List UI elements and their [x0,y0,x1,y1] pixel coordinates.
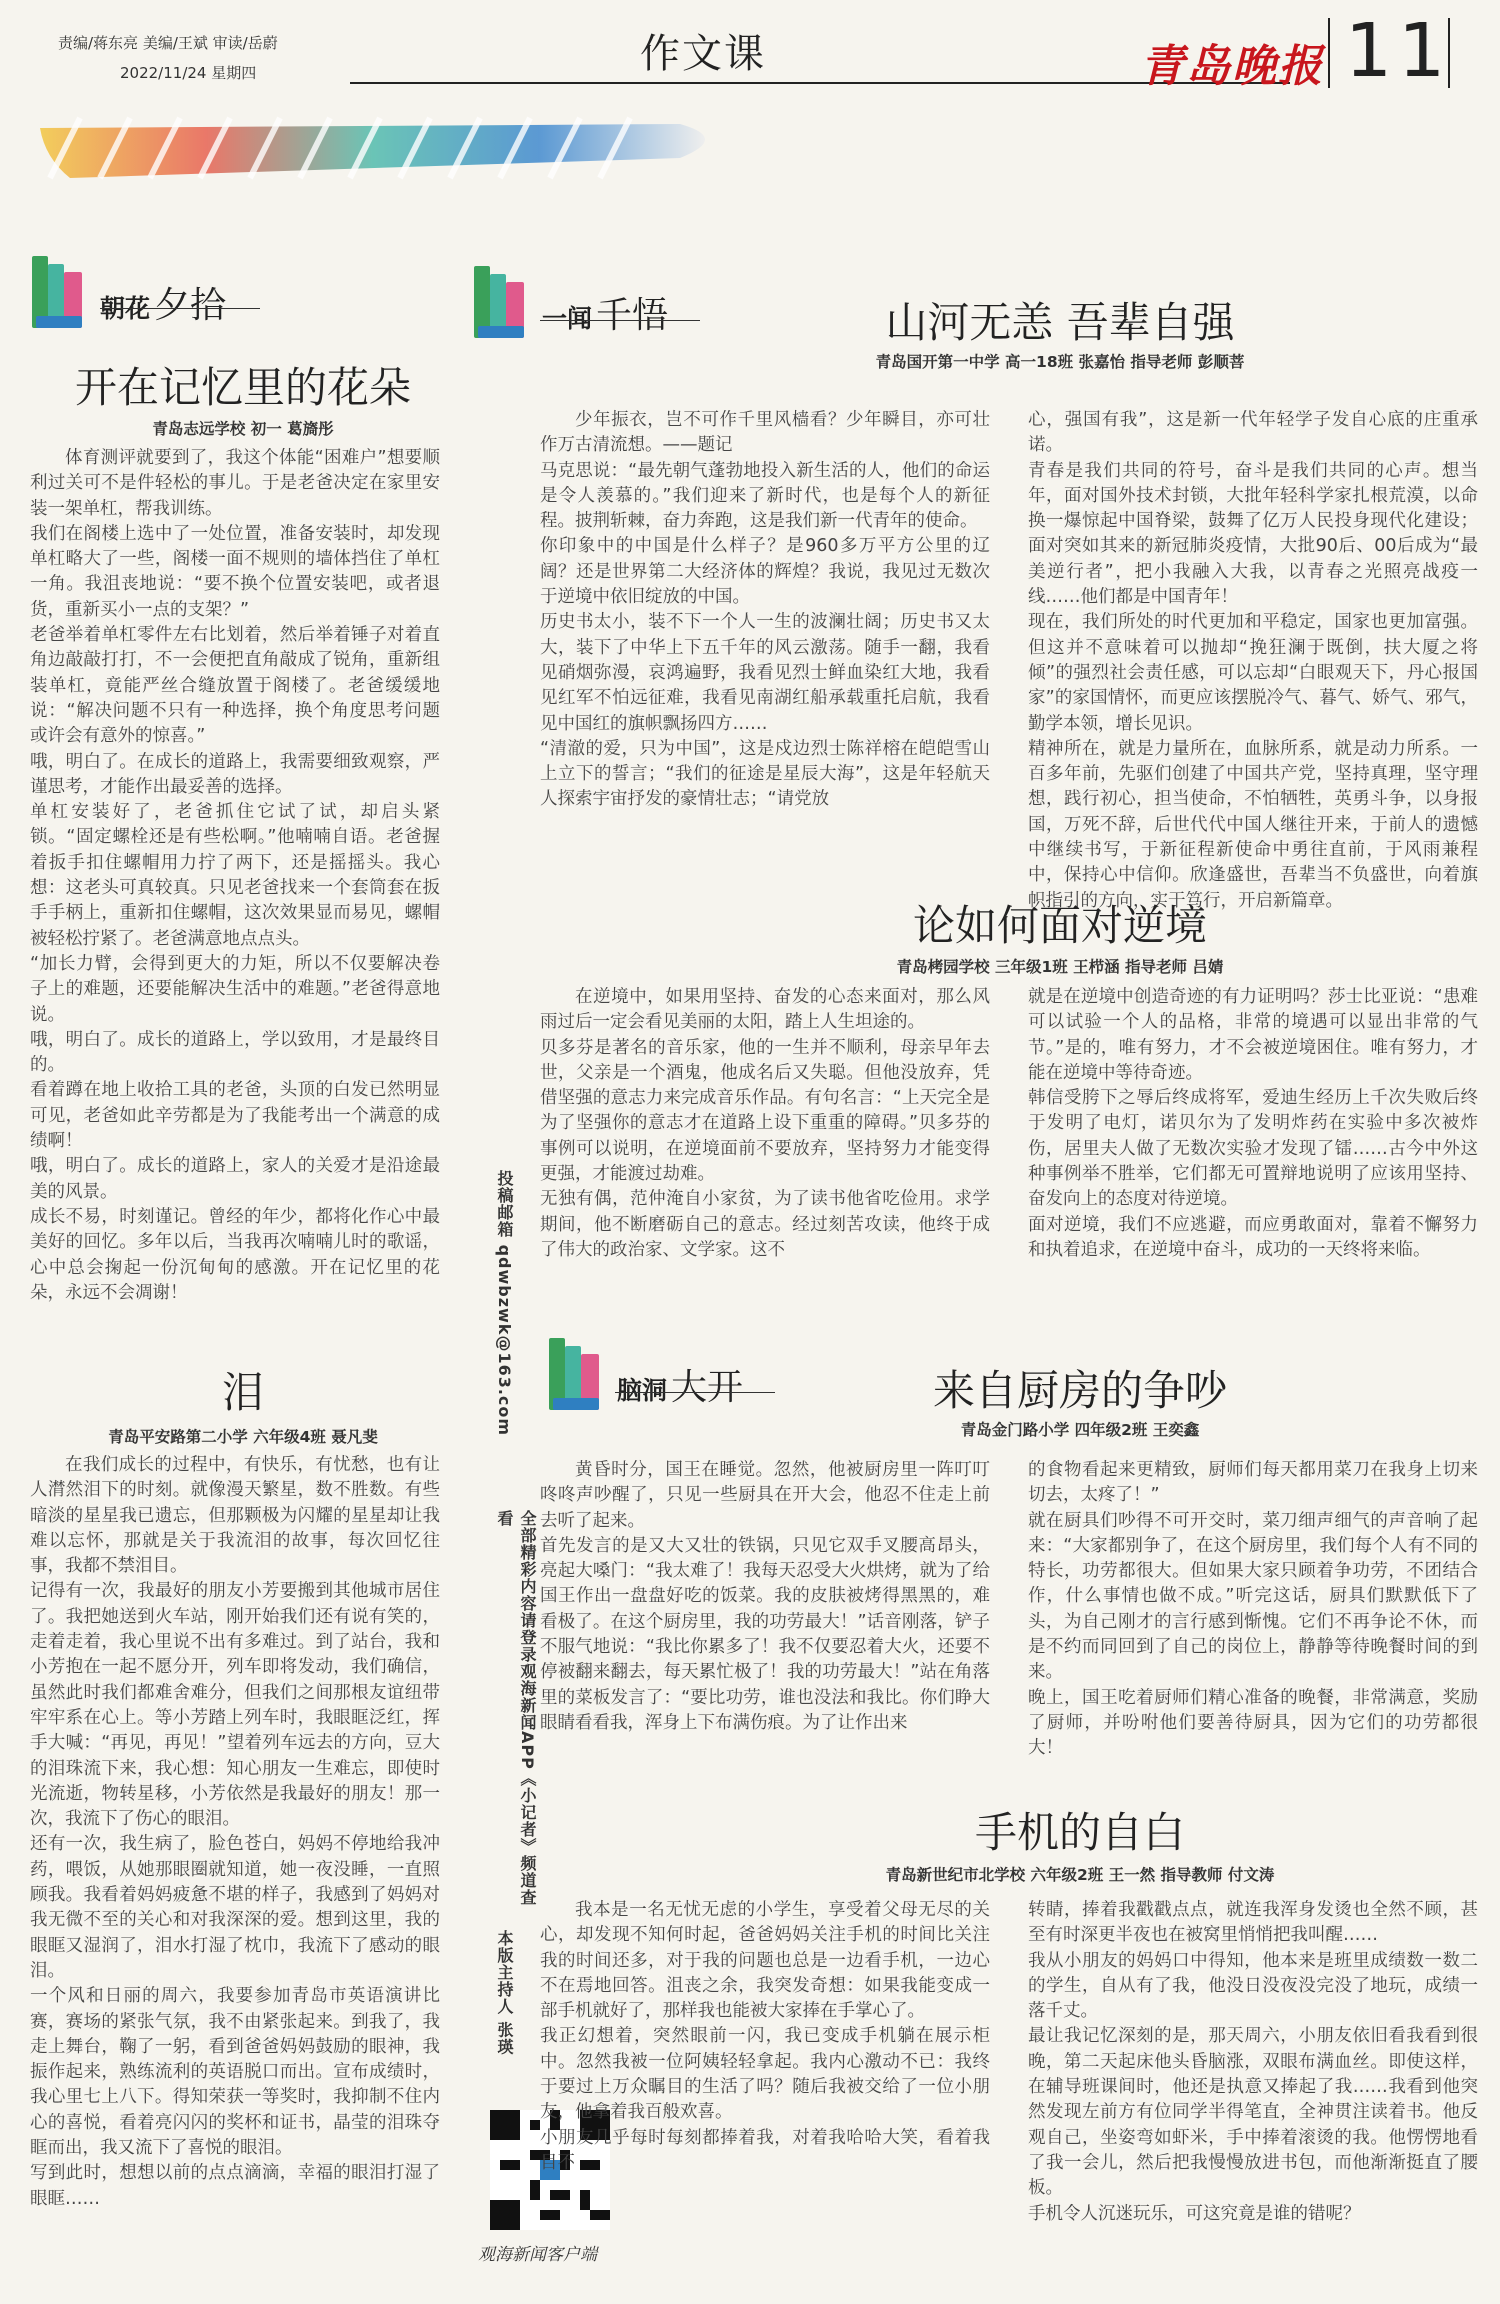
column-rule-3 [615,1392,775,1393]
article-body-4-right: 就是在逆境中创造奇迹的有力证明吗？莎士比亚说：“患难可以试验一个人的品格，非常的境遇可以显出非常的气节。”是的，唯有努力，才不会被逆境困住。唯有努力，才能在逆境中等待奇迹。 韩信受胯下之辱后终成将军，爱迪生经历上千次失败后终于发明了电灯，诺贝尔为了发明炸药在实验中多次被炸伤，居里夫人做了无数次实验才发现了镭……古今中外这种事例举不胜举，它们都无可置辩地说明了应该用坚持、奋发向上的态度对待逆境。 面对逆境，我们不应逃避，而应勇敢面对，靠着不懈努力和执着追求，在逆境中奋斗，成功的一天终将来临。 [1028,987,1478,1260]
article-author-5: 青岛金门路小学 四年级2班 王奕鑫 [960,1421,1200,1439]
column-header-1 [28,248,226,328]
article-author-4: 青岛栲园学校 三年级1班 王栉涵 指导老师 吕婧 [896,958,1224,976]
section-title: 作文课 [640,31,766,77]
column-name-3: 脑洞 大开 [617,1367,744,1408]
newspaper-logo: 青岛晚报 [1140,41,1324,92]
books-icon [470,258,540,338]
column-name-2: 一闻 千悟 [542,295,669,336]
books-icon [545,1330,615,1410]
column-name-1: 朝花 夕拾 [100,285,227,326]
column-header-2 [470,258,668,338]
article-body-1: 体育测评就要到了，我这个体能“困难户”想要顺利过关可不是件轻松的事儿。于是老爸决定在家里安装一架单杠，帮我训练。 我们在阁楼上选中了一处位置，准备安装时，却发现单杠略大了一些，阁楼一面不规则的墙体挡住了单杠一角。我沮丧地说：“要不换个位置安装吧，或者退货，重新买小一点的支架？” 老爸举着单杠零件左右比划着，然后举着锤子对着直角边敲敲打打，不一会便把直角敲成了锐角，重新组装单杠，竟能严丝合缝放置于阁楼了。老爸缓缓地说：“解决问题不只有一种选择，换个角度思考问题或许会有意外的惊喜。” 哦，明白了。在成长的道路上，我需要细致观察，严谨思考，才能作出最妥善的选择。 单杠安装好了，老爸抓住它试了试，却启头紧锁。“固定螺栓还是有些松啊。”他喃喃自语。老爸握着扳手扣住螺帽用力拧了两下，还是摇摇头。我心想：这老头可真较真。只见老爸找来一个套筒套在扳手手柄上，重新扣住螺帽，这次效果显而易见，螺帽被轻松拧紧了。老爸满意地点点头。 “加长力臂，会得到更大的力矩，所以不仅要解决卷子上的难题，还要能解决生活中的难题。”老爸得意地说。 哦，明白了。成长的道路上，学以致用，才是最终目的。 看着蹲在地上收拾工具的老爸，头顶的白发已然明显可见，老爸如此辛劳都是为了我能考出一个满意的成绩啊！ 哦，明白了。成长的道路上，家人的关爱才是沿途最美的风景。 成长不易，时刻谨记。曾经的年少，都将化作心中最美好的回忆。多年以后，当我再次喃喃儿时的歌谣，心中总会掬起一份沉甸甸的感激。开在记忆里的花朵，永远不会凋谢！ [30,448,440,1303]
article-body-6-right: 转睛，捧着我戳戳点点，就连我浑身发烫也全然不顾，甚至有时深更半夜也在被窝里悄悄把我叫醒…… 我从小朋友的妈妈口中得知，他本来是班里成绩数一数二的学生，自从有了我，他没日没夜没完没了地玩，成绩一落千丈。 最让我记忆深刻的是，那天周六，小朋友依旧看我看到很晚，第二天起床他头昏脑涨，双眼布满血丝。即使这样，在辅导班课间时，他还是执意又捧起了我……我看到他突然发现左前方有位同学半得笔直，全神贯注读着书。他反观自己，坐姿弯如虾米，手中捧着滚烫的我。他愣愣地看了我一会儿，然后把我慢慢放进书包，而他渐渐挺直了腰板。 手机令人沉迷玩乐，可这究竟是谁的错呢？ [1028,1900,1478,2224]
article-author-3: 青岛国开第一中学 高一18班 张嘉怡 指导老师 彭顺菩 [875,353,1245,371]
article-body-4-left: 在逆境中，如果用坚持、奋发的心态来面对，那么风雨过后一定会看见美丽的太阳，踏上人生坦途的。 贝多芬是著名的音乐家，他的一生并不顺利，母亲早年去世，父亲是一个酒鬼，他成名后又失聪。但他没放弃，凭借坚强的意志力来完成音乐作品。有句名言：“上天完全是为了坚强你的意志才在道路上设下重重的障碍。”贝多芬的事例可以说明，在逆境面前不要放弃，坚持努力才能变得更强，才能渡过劫难。 无独有偶，范仲淹自小家贫，为了读书他省吃俭用。求学期间，他不断磨砺自己的意志。经过刻苦攻读，他终于成了伟大的政治家、文学家。这不 [540,987,990,1260]
article-author-6: 青岛新世纪市北学校 六年级2班 王一然 指导教师 付文涛 [885,1866,1275,1884]
column-rule-1 [100,308,260,309]
article-body-5-right: 的食物看起来更精致，厨师们每天都用菜刀在我身上切来切去，太疼了！” 就在厨具们吵得不可开交时，菜刀细声细气的声音响了起来：“大家都别争了，在这个厨房里，我们每个人有不同的特长，功劳都很大。但如果大家只顾着争功劳，不团结合作，什么事情也做不成。”听完这话，厨具们默默低下了头，为自己刚才的言行感到惭愧。它们不再争论不休，而是不约而同回到了自己的岗位上，静静等待晚餐时间的到来。 晚上，国王吃着厨师们精心准备的晚餐，非常满意，奖励了厨师，并吩咐他们要善待厨具，因为它们的功劳都很大！ [1028,1460,1478,1759]
article-body-5-left: 黄昏时分，国王在睡觉。忽然，他被厨房里一阵叮叮咚咚声吵醒了，只见一些厨具在开大会，他忍不住走上前去听了起来。 首先发言的是又大又壮的铁锅，只见它双手叉腰高昂头，亮起大嗓门：“我太难了！我每天忍受大火烘烤，就为了给国王作出一盘盘好吃的饭菜。我的皮肤被烤得黑黑的，难看极了。在这个厨房里，我的功劳最大！”话音刚落，铲子不服气地说：“我比你累多了！我不仅要忍着大火，还要不停被翻来翻去，每天累忙极了！我的功劳最大！”站在角落里的菜板发言了：“要比功劳，谁也没法和我比。你们睁大眼睛看看我，浑身上下布满伤痕。为了让作出来 [540,1460,990,1733]
article-body-6-left: 我本是一名无忧无虑的小学生，享受着父母无尽的关心，却发现不知何时起，爸爸妈妈关注手机的时间比关注我的时间还多，对于我的问题也总是一边看手机，一边心不在焉地回答。沮丧之余，我突发奇想：如果我能变成一部手机就好了，那样我也能被大家捧在手掌心了。 我正幻想着，突然眼前一闪，我已变成手机躺在展示柜中。忽然我被一位阿姨轻轻拿起。我内心激动不已：我终于要过上万众瞩目的生活了吗？随后我被交给了一位小朋友，他拿着我百般欢喜。 小朋友几乎每时每刻都捧着我，对着我哈哈大笑，看着我目不 [540,1900,990,2173]
column-header-3 [545,1330,743,1410]
header-divider-right [1448,18,1450,88]
article-author-2: 青岛平安路第二小学 六年级4班 聂凡斐 [108,1428,378,1446]
column-rule-2 [540,320,700,321]
brush-banner [40,118,740,188]
header-divider [1328,18,1330,88]
article-title-2: 泪 [221,1368,264,1417]
article-body-3-left: 少年振衣，岂不可作千里风樯看？少年瞬目，亦可壮作万古清流想。——题记 马克思说：“最先朝气蓬勃地投入新生活的人，他们的命运是令人羡慕的。”我们迎来了新时代，也是每个人的新征程。披荆斩棘，奋力奔跑，这是我们新一代青年的使命。 你印象中的中国是什么样子？是960多万平方公里的辽阔？还是世界第二大经济体的辉煌？我说，我见过无数次于逆境中依旧绽放的中国。 历史书太小，装不下一个人一生的波澜壮阔；历史书又太大，装下了中华上下五千年的风云激荡。随手一翻，我看见硝烟弥漫，哀鸿遍野，我看见烈士鲜血染红大地，我看见红军不怕远征难，我看见南湖红船承载重托启航，我看见中国红的旗帜飘扬四方…… “清澈的爱，只为中国”，这是戍边烈士陈祥榕在皑皑雪山上立下的誓言；“我们的征途是星辰大海”，这是年轻航天人探索宇宙抒发的豪情壮志；“请党放 [540,410,990,810]
qr-label: 观海新闻客户端 [478,2245,597,2265]
article-author-1: 青岛志远学校 初一 葛旖彤 [152,420,334,438]
article-title-5: 来自厨房的争吵 [932,1366,1227,1415]
article-title-3: 山河无恙 吾辈自强 [885,298,1235,347]
article-title-1: 开在记忆里的花朵 [74,363,411,412]
editors: 责编/蒋东亮 美编/王斌 审读/岳蔚 [58,34,278,52]
books-icon [28,248,98,328]
article-body-2: 在我们成长的过程中，有快乐，有忧愁，也有让人潸然泪下的时刻。就像漫天繁星，数不胜数。有些暗淡的星星我已遗忘，但那颗极为闪耀的星星却让我难以忘怀，那就是关于我流泪的故事，每次回忆往事，我都不禁泪目。 记得有一次，我最好的朋友小芳要搬到其他城市居住了。我把她送到火车站，刚开始我们还有说有笑的，走着走着，我心里说不出有多难过。到了站台，我和小芳抱在一起不愿分开，列车即将发动，我们确信，虽然此时我们都难舍难分，但我们之间那根友谊纽带牢牢系在心上。等小芳踏上列车时，我眼眶泛红，挥手大喊：“再见，再见！”望着列车远去的方向，豆大的泪珠流下来，我心想：知心朋友一生难忘，即使时光流逝，物转星移，小芳依然是我最好的朋友！那一次，我流下了伤心的眼泪。 还有一次，我生病了，脸色苍白，妈妈不停地给我冲药，喂饭，从她那眼圈就知道，她一夜没睡，一直照顾我。我看着妈妈疲惫不堪的样子，我感到了妈妈对我无微不至的关心和对我深深的爱。想到这里，我的眼眶又湿润了，泪水打湿了枕巾，我流下了感动的眼泪。 一个风和日丽的周六，我要参加青岛市英语演讲比赛，赛场的紧张气氛，我不由紧张起来。到我了，我走上舞台，鞠了一躬，看到爸爸妈妈鼓励的眼神，我振作起来，熟练流利的英语脱口而出。宣布成绩时，我心里七上八下。得知荣获一等奖时，我抑制不住内心的喜悦，看着亮闪闪的奖杯和证书，晶莹的泪珠夺眶而出，我又流下了喜悦的眼泪。 写到此时，想想以前的点点滴滴，幸福的眼泪打湿了眼眶…… [30,1455,440,2209]
page-number: 11 [1345,8,1452,94]
issue-date: 2022/11/24 星期四 [120,64,257,82]
submission-email: 投稿邮箱 qdwbzwk@163.com [495,1170,514,1437]
page-host: 本版主持人 张瑛 [495,1930,514,2056]
article-body-3-right: 心，强国有我”，这是新一代年轻学子发自心底的庄重承诺。 青春是我们共同的符号，奋斗是我们共同的心声。想当年，面对国外技术封锁，大批年轻科学家扎根荒漠，以命换一爆惊起中国脊梁，鼓舞了亿万人民投身现代化建设；面对突如其来的新冠肺炎疫情，大批90后、00后成为“最美逆行者”，把小我融入大我，以青春之光照亮战疫一线……他们都是中国青年！ 现在，我们所处的时代更加和平稳定，国家也更加富强。但这并不意味着可以抛却“挽狂澜于既倒，扶大厦之将倾”的强烈社会责任感，可以忘却“白眼观天下，丹心报国家”的家国情怀，而更应该摆脱冷气、暮气、娇气、邪气，勤学本领，增长见识。 精神所在，就是力量所在，血脉所系，就是动力所系。一百多年前，先驱们创建了中国共产党，坚持真理，坚守理想，践行初心，担当使命，不怕牺牲，英勇斗争，以身报国，万死不辞，后世代代中国人继往开来，于前人的遗憾中继续书写，于新征程新使命中勇往直前，于风雨兼程中，保持心中信仰。欣逢盛世，吾辈当不负盛世，向着旗帜指引的方向，实干笃行，开启新篇章。 [1028,410,1478,911]
article-title-4: 论如何面对逆境 [912,901,1207,950]
article-title-6: 手机的自白 [974,1808,1185,1857]
promo-text: 全部精彩内容请登录观海新闻APP《小记者》频道查看 [495,1510,537,1906]
